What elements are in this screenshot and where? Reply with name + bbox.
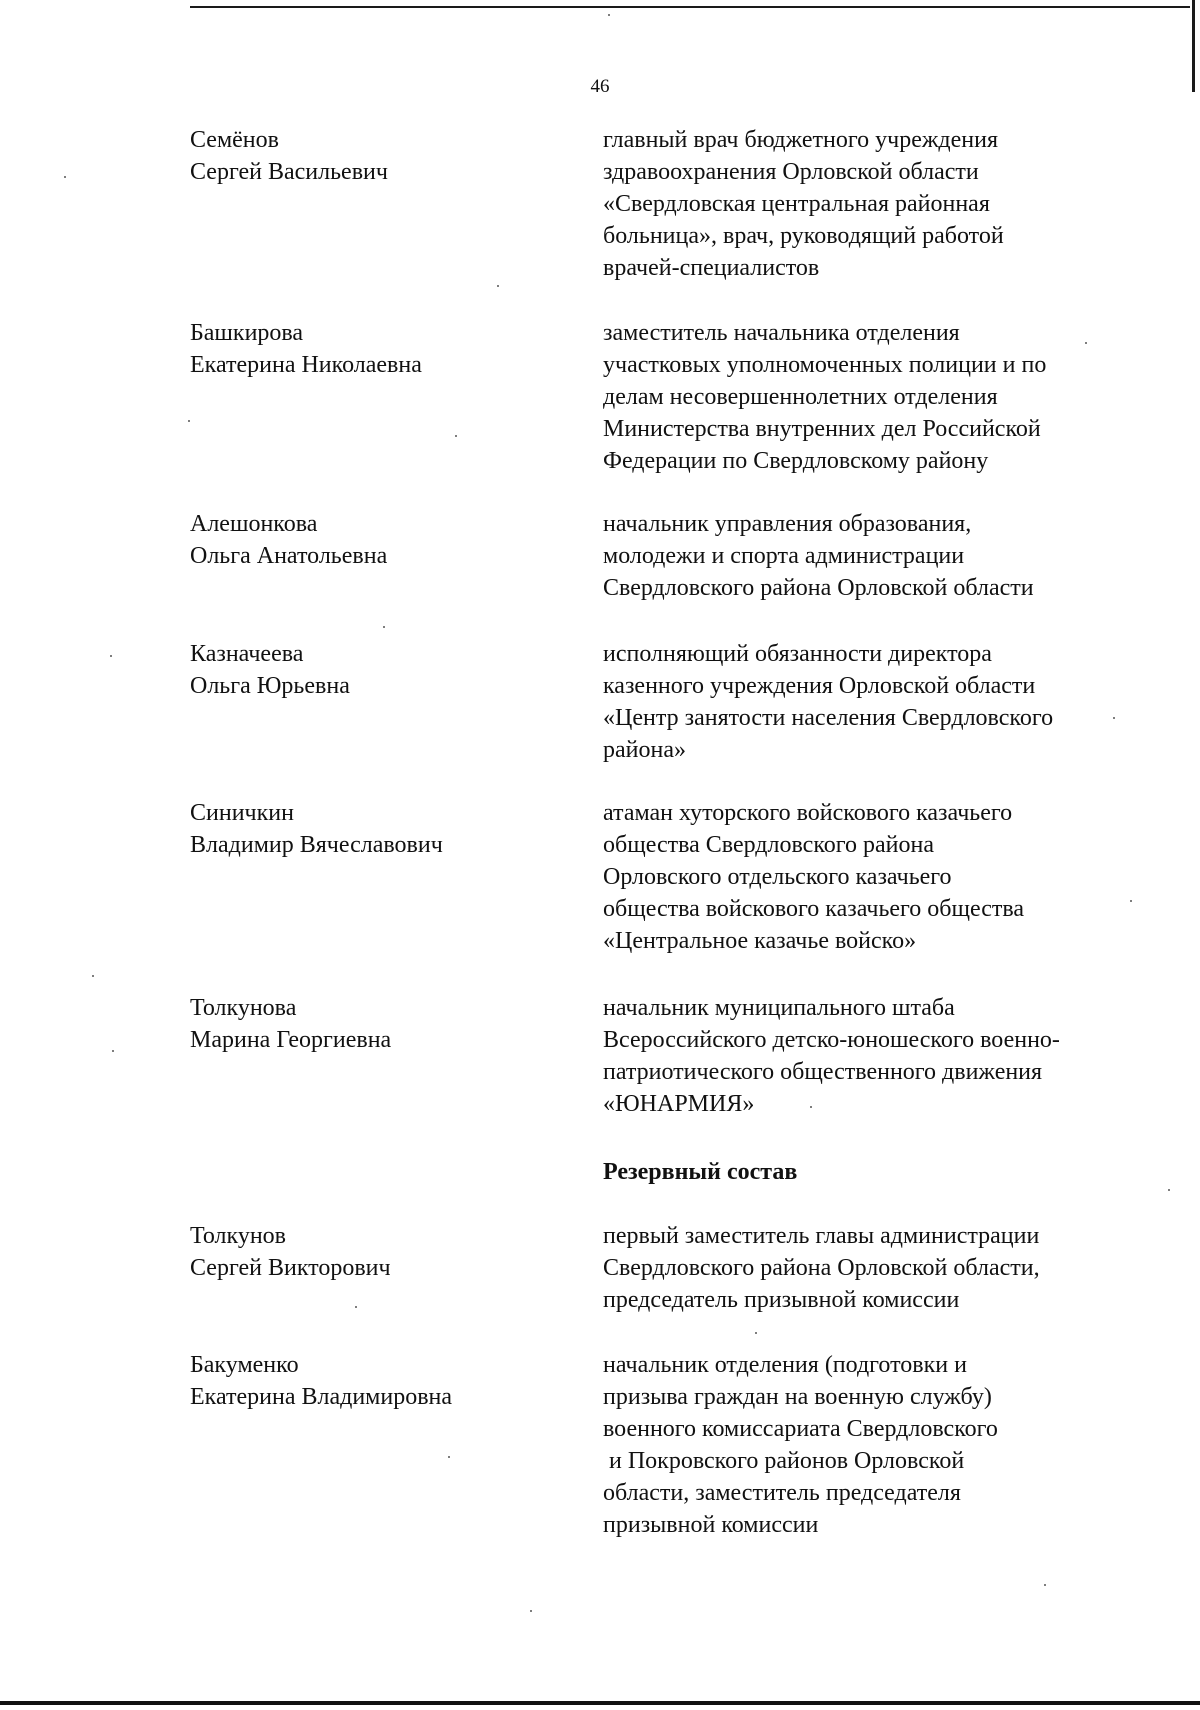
position-line: делам несовершеннолетних отделения [603, 384, 998, 410]
position-line: начальник муниципального штаба [603, 995, 955, 1021]
member-position [603, 992, 1163, 1120]
position-line: «ЮНАРМИЯ» [603, 1091, 755, 1117]
member-given-names: Екатерина Владимировна [190, 1384, 453, 1410]
position-line: молодежи и спорта администрации [603, 543, 965, 569]
member-position [603, 124, 1163, 284]
member-name [190, 124, 570, 188]
position-line: Свердловского района Орловской области [603, 575, 1034, 601]
member-name [190, 317, 570, 381]
member-surname: Толкунова [190, 995, 297, 1021]
scan-speck [810, 1106, 812, 1108]
member-name [190, 1349, 570, 1413]
member-given-names: Ольга Юрьевна [190, 673, 350, 699]
member-position [603, 317, 1163, 477]
scan-speck [755, 1332, 757, 1334]
position-line: призывной комиссии [603, 1512, 819, 1538]
page-number: 46 [590, 76, 610, 97]
scan-edge-bottom [0, 1701, 1200, 1705]
member-surname: Толкунов [190, 1223, 287, 1249]
member-position [603, 797, 1163, 957]
position-line: военного комиссариата Свердловского [603, 1416, 998, 1442]
scan-speck [1113, 717, 1115, 719]
member-surname: Синичкин [190, 800, 294, 826]
scan-speck [64, 176, 66, 178]
scan-speck [1130, 900, 1132, 902]
position-line: общества Свердловского района [603, 832, 934, 858]
scan-speck [448, 1456, 450, 1458]
member-position [603, 1220, 1163, 1316]
scan-speck [497, 285, 499, 287]
scan-speck [1044, 1584, 1046, 1586]
position-line: казенного учреждения Орловской области [603, 673, 1036, 699]
scan-speck [355, 1306, 357, 1308]
position-line: исполняющий обязанности директора [603, 641, 992, 667]
position-line: атаман хуторского войскового казачьего [603, 800, 1013, 826]
position-line: участковых уполномоченных полиции и по [603, 352, 1047, 378]
scan-speck [608, 14, 610, 16]
position-line: Орловского отдельского казачьего [603, 864, 952, 890]
scan-speck [530, 1610, 532, 1612]
member-given-names: Владимир Вячеславович [190, 832, 443, 858]
position-line: Всероссийского детско-юношеского военно- [603, 1027, 1060, 1053]
position-line: и Покровского районов Орловской [603, 1448, 965, 1474]
member-surname: Бакуменко [190, 1352, 299, 1378]
position-line: Министерства внутренних дел Российской [603, 416, 1041, 442]
scan-speck [188, 420, 190, 422]
reserve-section-heading: Резервный состав [603, 1159, 798, 1185]
member-given-names: Сергей Васильевич [190, 159, 388, 185]
member-surname: Семёнов [190, 127, 279, 153]
scan-speck [112, 1050, 114, 1052]
scan-speck [383, 626, 385, 628]
scan-speck [455, 435, 457, 437]
position-line: председатель призывной комиссии [603, 1287, 960, 1313]
scan-edge-top [190, 6, 1190, 8]
scan-speck [1168, 1189, 1170, 1191]
scan-speck [1085, 342, 1087, 344]
position-line: патриотического общественного движения [603, 1059, 1043, 1085]
position-line: Свердловского района Орловской области, [603, 1255, 1040, 1281]
position-line: «Центр занятости населения Свердловского [603, 705, 1054, 731]
position-line: призыва граждан на военную службу) [603, 1384, 992, 1410]
member-surname: Алешонкова [190, 511, 318, 537]
position-line: начальник управления образования, [603, 511, 972, 537]
position-line: больница», врач, руководящий работой [603, 223, 1004, 249]
member-given-names: Марина Георгиевна [190, 1027, 392, 1053]
member-position [603, 508, 1163, 604]
member-name [190, 992, 570, 1056]
position-line: начальник отделения (подготовки и [603, 1352, 967, 1378]
position-line: района» [603, 737, 686, 763]
member-surname: Башкирова [190, 320, 304, 346]
position-line: заместитель начальника отделения [603, 320, 960, 346]
position-line: «Свердловская центральная районная [603, 191, 990, 217]
position-line: Федерации по Свердловскому району [603, 448, 989, 474]
member-name [190, 508, 570, 572]
member-name [190, 797, 570, 861]
position-line: общества войскового казачьего общества [603, 896, 1025, 922]
member-name [190, 638, 570, 702]
position-line: области, заместитель председателя [603, 1480, 961, 1506]
member-position [603, 638, 1163, 766]
position-line: главный врач бюджетного учреждения [603, 127, 999, 153]
member-given-names: Ольга Анатольевна [190, 543, 388, 569]
member-given-names: Сергей Викторович [190, 1255, 391, 1281]
position-line: «Центральное казачье войско» [603, 928, 917, 954]
position-line: первый заместитель главы администрации [603, 1223, 1040, 1249]
member-position [603, 1349, 1163, 1541]
member-surname: Казначеева [190, 641, 304, 667]
scan-speck [110, 655, 112, 657]
position-line: врачей-специалистов [603, 255, 820, 281]
scan-speck [92, 975, 94, 977]
position-line: здравоохранения Орловской области [603, 159, 979, 185]
member-given-names: Екатерина Николаевна [190, 352, 422, 378]
member-name [190, 1220, 570, 1284]
